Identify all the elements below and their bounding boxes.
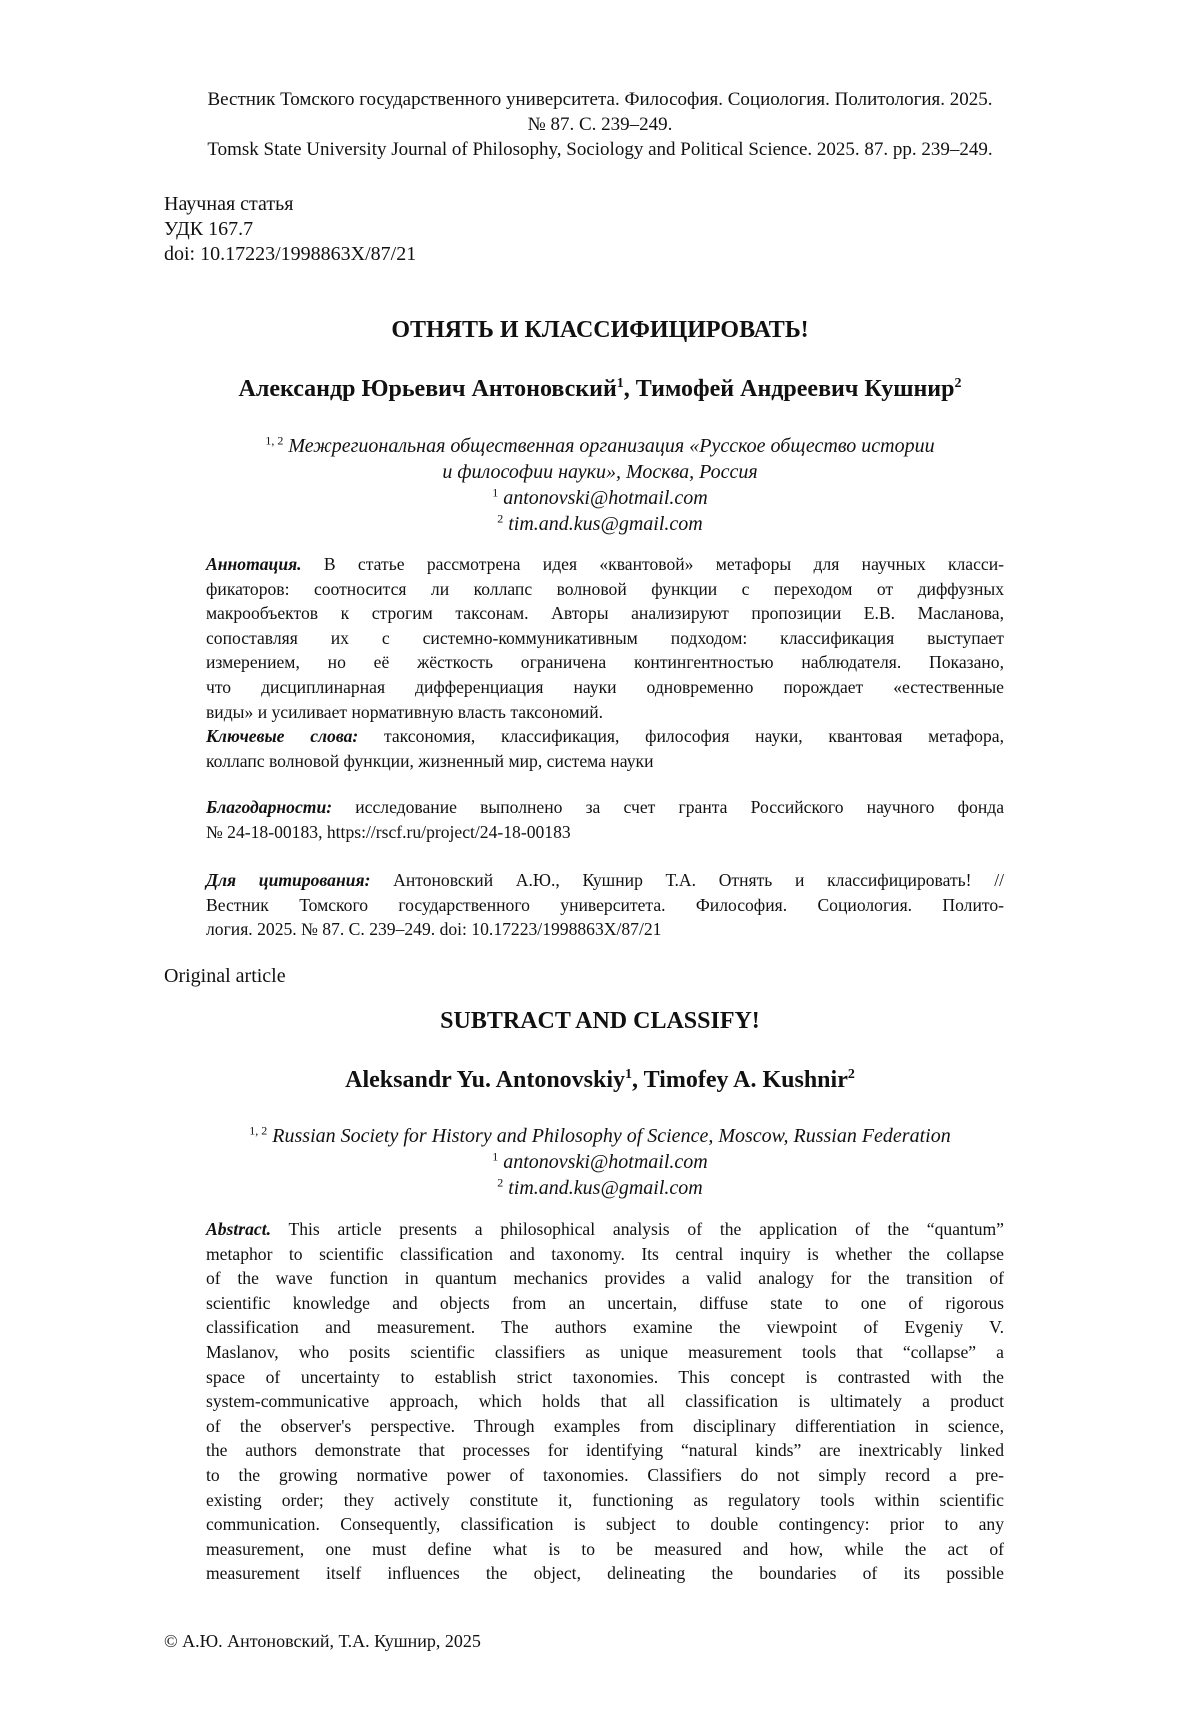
author1-ru-sup: 1 bbox=[616, 376, 624, 391]
author1-ru: Александр Юрьевич Антоновский bbox=[238, 376, 617, 402]
copyright: © А.Ю. Антоновский, Т.А. Кушнир, 2025 bbox=[164, 1631, 481, 1651]
abstract-ru-line: сопоставляя их с системно-коммуникативным подходом: классификация выступает bbox=[206, 627, 1004, 648]
affil-ru-line1: Межрегиональная общественная организация «Русское общество истории bbox=[288, 435, 935, 457]
author2-ru-sup: 2 bbox=[954, 376, 962, 391]
authors-ru bbox=[0, 376, 1200, 403]
citation-ru bbox=[206, 868, 1004, 942]
abstract-ru-label: Аннотация. bbox=[206, 554, 302, 574]
abstract-ru-line: что дисциплинарная дифференциация науки одновременно порождает «естественные bbox=[206, 676, 1004, 697]
abstract-en-line: measurement, one must define what is to be measured and how, while the act of bbox=[206, 1538, 1004, 1559]
cite-ru-line: логия. 2025. № 87. С. 239–249. doi: 10.17223/1998863X/87/21 bbox=[206, 919, 662, 940]
abstract-ru-line: фикаторов: соотносится ли коллапс волновой функции с переходом от диффузных bbox=[206, 578, 1004, 599]
abstract-ru bbox=[206, 552, 1004, 773]
author2-en-sup: 2 bbox=[847, 1067, 855, 1082]
abstract-en-line: system-communicative approach, which holds that all classification is ultimately a product bbox=[206, 1391, 1004, 1412]
email1-ru-sup: 1 bbox=[492, 485, 499, 500]
email2-en-sup: 2 bbox=[497, 1175, 504, 1190]
abstract-en-line: of the observer's perspective. Through examples from disciplinary differentiation in science, bbox=[206, 1415, 1004, 1436]
abstract-en-line: This article presents a philosophical analysis of the application of the “quantum” bbox=[271, 1219, 1004, 1239]
abstract-en-label: Abstract. bbox=[206, 1219, 272, 1239]
article-type-ru: Научная статья bbox=[164, 193, 294, 215]
author2-ru: Тимофей Андреевич Кушнир bbox=[635, 376, 955, 402]
abstract-en-line: classification and measurement. The authors examine the viewpoint of Evgeniy V. bbox=[206, 1317, 1004, 1338]
abstract-en bbox=[206, 1217, 1004, 1586]
doi: doi: 10.17223/1998863X/87/21 bbox=[164, 243, 417, 265]
affiliation-ru bbox=[200, 433, 1000, 537]
author-sep-ru: , bbox=[623, 376, 636, 402]
email1-en-sup: 1 bbox=[492, 1149, 499, 1164]
affil-en: Russian Society for History and Philosophy of Science, Moscow, Russian Federation bbox=[272, 1125, 951, 1147]
keywords-ru-line: таксономия, классификация, философия науки, квантовая метафора, bbox=[358, 726, 1004, 747]
journal-ru-line2: № 87. С. 239–249. bbox=[527, 114, 673, 135]
email1-ru: antonovski@hotmail.com bbox=[503, 487, 708, 509]
abstract-ru-line: макрообъектов к строгим таксонам. Авторы анализируют пропозиции Е.В. Масланова, bbox=[206, 603, 1004, 624]
journal-ru-line1: Вестник Томского государственного университета. Философия. Социология. Политология. 2025. bbox=[207, 89, 993, 110]
title-ru: ОТНЯТЬ И КЛАССИФИЦИРОВАТЬ! bbox=[391, 317, 809, 343]
cite-ru-label: Для цитирования: bbox=[206, 870, 371, 890]
abstract-ru-line: виды» и усиливает нормативную власть таксономий. bbox=[206, 701, 604, 722]
acknowledgments-ru bbox=[206, 795, 1004, 844]
author1-en-sup: 1 bbox=[625, 1067, 633, 1082]
abstract-en-line: measurement itself influences the object, delineating the boundaries of its possible bbox=[206, 1563, 1004, 1584]
abstract-en-line: the authors demonstrate that processes for identifying “natural kinds” are inextricably linked bbox=[206, 1440, 1004, 1461]
abstract-en-line: space of uncertainty to establish strict taxonomies. This concept is contrasted with the bbox=[206, 1366, 1004, 1387]
ack-ru-line: № 24-18-00183, https://rscf.ru/project/24-18-00183 bbox=[206, 821, 571, 842]
abstract-en-line: scientific knowledge and objects from an uncertain, diffuse state to one of rigorous bbox=[206, 1292, 1004, 1313]
keywords-ru-label: Ключевые слова: bbox=[206, 726, 359, 747]
affil-en-sup: 1, 2 bbox=[249, 1123, 268, 1138]
article-meta bbox=[164, 192, 416, 267]
abstract-ru-line: измерением, но её жёсткость ограничена контингентностью наблюдателя. Показано, bbox=[206, 652, 1004, 673]
abstract-en-line: Maslanov, who posits scientific classifiers as unique measurement tools that “collapse” a bbox=[206, 1341, 1004, 1362]
cite-ru-line: Вестник Томского государственного университета. Философия. Социология. Полито- bbox=[206, 894, 1004, 915]
affil-ru-line2: и философии науки», Москва, Россия bbox=[442, 461, 758, 483]
abstract-en-line: existing order; they actively constitute it, functioning as regulatory tools within scientific bbox=[206, 1489, 1004, 1510]
ack-ru-label: Благодарности: bbox=[206, 797, 333, 817]
author-sep-en: , bbox=[632, 1067, 644, 1093]
udk: УДК 167.7 bbox=[164, 218, 254, 240]
email2-ru-sup: 2 bbox=[497, 511, 504, 526]
title-en: SUBTRACT AND CLASSIFY! bbox=[440, 1008, 760, 1034]
abstract-en-line: to the growing normative power of taxonomies. Classifiers do not simply record a pre- bbox=[206, 1464, 1004, 1485]
authors-en bbox=[0, 1067, 1200, 1094]
journal-en: Tomsk State University Journal of Philosophy, Sociology and Political Science. 2025. 87. pp. 239–249. bbox=[207, 139, 993, 160]
email1-en: antonovski@hotmail.com bbox=[503, 1151, 708, 1173]
ack-ru-line: исследование выполнено за счет гранта Российского научного фонда bbox=[332, 797, 1004, 817]
keywords-ru-line: коллапс волновой функции, жизненный мир, система науки bbox=[206, 750, 654, 771]
article-type-en: Original article bbox=[164, 965, 286, 987]
affil-ru-sup: 1, 2 bbox=[265, 433, 284, 448]
author2-en: Timofey A. Kushnir bbox=[643, 1067, 848, 1093]
abstract-en-line: of the wave function in quantum mechanics provides a valid analogy for the transition of bbox=[206, 1268, 1004, 1289]
affiliation-en bbox=[150, 1123, 1050, 1201]
cite-ru-line: Антоновский А.Ю., Кушнир Т.А. Отнять и классифицировать! // bbox=[370, 870, 1004, 890]
email2-en: tim.and.kus@gmail.com bbox=[508, 1177, 703, 1199]
abstract-en-line: communication. Consequently, classification is subject to double contingency: prior to any bbox=[206, 1514, 1004, 1535]
email2-ru: tim.and.kus@gmail.com bbox=[508, 513, 703, 535]
abstract-ru-line: В статье рассмотрена идея «квантовой» метафоры для научных класси- bbox=[301, 554, 1004, 574]
abstract-en-line: metaphor to scientific classification and taxonomy. Its central inquiry is whether the collapse bbox=[206, 1243, 1004, 1264]
author1-en: Aleksandr Yu. Antonovskiy bbox=[345, 1067, 626, 1093]
journal-header bbox=[140, 87, 1060, 162]
